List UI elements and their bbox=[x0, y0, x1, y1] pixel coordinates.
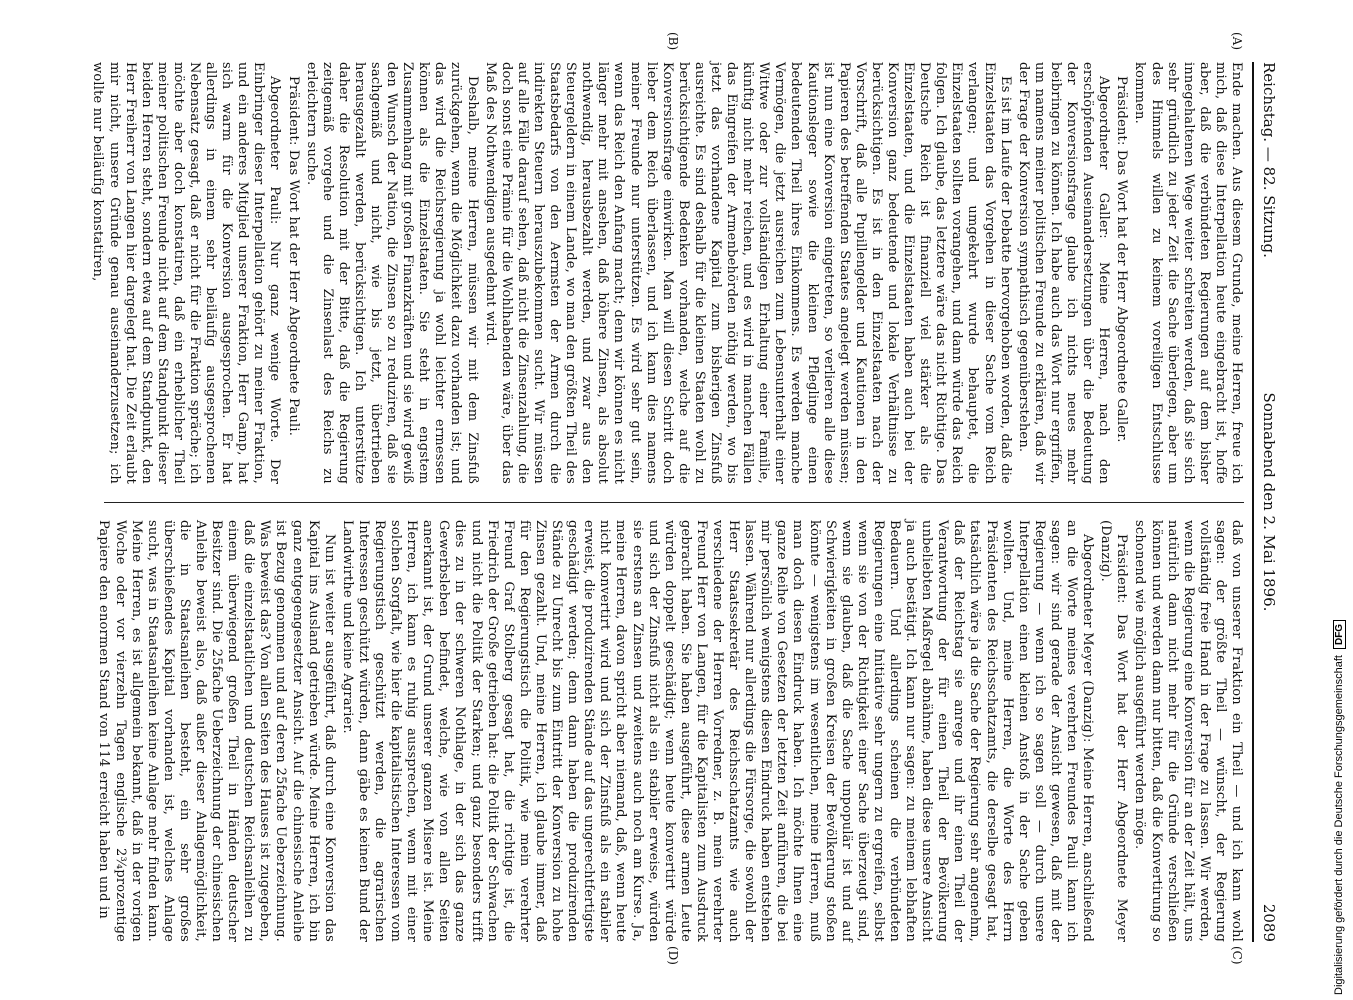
column-divider bbox=[104, 502, 1244, 503]
section-marker-a: (A) bbox=[1230, 32, 1244, 51]
section-marker-d: (D) bbox=[666, 946, 680, 965]
paragraph: Ende machen. Aus diesem Grunde, meine Herren, freue ich mich, daß diese Interpellation heute eingebracht ist, hoffe aber, daß die verbündeten Regierungen auf dem bisher innegehaltenen Wege weiter schreiten werden, daß sie sich sehr gründlich zu jeder Zeit die Sache überlegen, aber um des Himmels willen zu keinem voreiligen Entschlusse kommen. bbox=[1132, 62, 1244, 484]
paragraph: Präsident: Das Wort hat der Herr Abgeordnete Pauli. bbox=[285, 76, 301, 437]
running-header bbox=[1254, 62, 1280, 942]
paragraph: Abgeordneter Pauli: Nur ganz wenige Worte. Der Einbringer dieser Interpellation gehört zu meiner Fraktion, und ein anderes Mitglied unserer Fraktion, Herr Gamp, hat sich warm für die Konversion ausgesprochen. Er hat allerdings in einem sehr beiläufig ausgesprochenen Nebensatz gesagt, daß er nicht für die Fraktion spräche; ich möchte aber doch konstatiren, daß ein erheblicher Theil meiner politischen Freunde nicht auf dem Standpunkt dieser beiden Herren steht, sondern etwa auf dem Standpunkt, den Herr Freiherr von Langen hier dargelegt hat. Die Zeit erlaubt mir nicht, unsere Gründe genau auseinanderzusetzen; ich wollte nur beiläufig konstatiren, bbox=[90, 62, 283, 484]
left-column bbox=[90, 62, 1244, 484]
digitization-footer bbox=[1333, 305, 1346, 995]
page-number: 2089 bbox=[1260, 903, 1278, 942]
paragraph: Nun ist weiter ausgeführt, daß durch eine Konversion das Kapital ins Ausland getrieben würde. Meine Herren, ich bin ganz entgegengesetzter Ansicht. Auf die chinesische Anleihe ist Bezug genommen und auf deren 25fache Ueberzeichnung. Was beweist das? Von allen Seiten des Hauses ist zugegeben, daß die einzelstaatlichen und deutschen Reichsanleihen zu einem überwiegend großen Theil in Händen deutscher Besitzer sind. Die 25fache Ueberzeichnung der chinesischen Anleihe beweist also, daß außer dieser Anlagemöglichkeit, die in Staatsanleihen besteht, ein sehr großes überschießendes Kapital vorhanden ist, welches Anlage sucht, was in Staatsanleihen keine Anlage mehr finden kann. Meine Herren, es ist allgemein bekannt, daß in der vorigen Woche oder vor vierzehn Tagen englische 2¾prozentige Papiere den enormen Stand von 114 erreicht haben und in bbox=[96, 520, 337, 942]
header-session: Reichstag. — 82. Sitzung. bbox=[1260, 62, 1278, 258]
paragraph: Abgeordneter Galler: Meine Herren, nach den erschöpfenden Auseinandersetzungen über die Bedeutung der Konversionsfrage glaube ich nichts neues mehr beibringen zu können. Ich habe auch das Wort nur ergriffen, um namens meiner politischen Freunde zu erklären, daß wir der Frage der Konversion sympathisch gegenüberstehen. bbox=[1015, 62, 1112, 484]
paragraph: Es ist im Laufe der Debatte hervorgehoben worden, daß die Einzelstaaten das Vorgehen in dieser Sache vom Reich verlangen; und umgekehrt wurde behauptet, die Einzelstaaten sollten vorangehen, und dann würde das Reich folgen. Ich glaube, das letztere wäre das nicht Richtige. Das Deutsche Reich ist finanziell viel stärker als die Einzelstaaten, und die Einzelstaaten haben auch bei der Konversion ganz bedeutende und lokale Verhältnisse zu berücksichtigen. Es ist in den Einzelstaaten nach der Vorschrift, daß alle Pupillengelder und Kautionen in den Papieren des betreffenden Staates angelegt werden müssen; ist nun eine Konversion eingetreten, so verlieren alle diese Kautionsleger sowie die kleinen Pfleglinge einen bedeutenden Theil ihres Einkommens. Es werden manche Vermögen, die jetzt ausreichen zum Lebensunterhalt einer Wittwe oder zur vollständigen Erhaltung einer Familie, künftig nicht mehr reichen, und es wird in manchen Fällen das Eingreifen der Armenbehörden nöthig werden, wo bis jetzt das vorhandene Kapital zum bisherigen Zinsfuß ausreichte. Es sind deshalb für die kleinen Staaten wohl zu berücksichtigende Bedenken vorhanden, welche auf die Konversionsfrage einwirken. Man will diesen Schritt doch lieber dem Reich überlassen, und ich kann dies namens meiner Freunde nur unterstützen. Es wird sehr gut sein, wenn das Reich den Anfang macht; denn wir können es nicht länger mehr mit ansehen, daß höhere Zinsen, als absolut nothwendig, herausbezahlt werden, und zwar aus den Steuergeldern in einem Lande, wo man den größten Theil des Staatsbedarfs von den Aermsten der Armen durch die indirekten Steuern herauszubekommen sucht. Wir müssen auf alle Fälle darauf sehen, daß nicht die Zinsenzahlung, die doch sonst eine Prämie für die Wohlhabenden wäre, über das Maß des Nothwendigen ausgedehnt wird. bbox=[482, 62, 1013, 484]
header-date: Sonnabend den 2. Mai 1896. bbox=[1260, 392, 1278, 612]
paragraph: Deshalb, meine Herren, müssen wir mit dem Zinsfuß zurückgehen, wenn die Möglichkeit dazu vorhanden ist; und das wird die Reichsregierung ja wohl leichter ermessen können als die Einzelstaaten. Sie steht in engstem Zusammenhang mit großen Finanzkräften und sie wird gewiß den Wunsch der Nation, die Zinsen so zu reduziren, daß sie sachgemäß und nicht, wie bis jetzt, übertrieben herausgezahlt werden, berücksichtigen. Ich unterstütze daher die Resolution mit der Bitte, daß die Regierung zeitgemäß vorgehe und die Zinsenlast des Reichs zu erleichtern suche. bbox=[303, 62, 480, 484]
dfg-logo: DFG bbox=[1333, 620, 1346, 649]
paragraph: Präsident: Das Wort hat der Herr Abgeordnete Meyer (Danzig). bbox=[1098, 520, 1130, 942]
section-marker-b: (B) bbox=[666, 32, 680, 51]
paragraph: Präsident: Das Wort hat der Herr Abgeordnete Galler. bbox=[1114, 76, 1130, 443]
paragraph: daß von unserer Fraktion ein Theil — und ich kann wohl sagen: der größte Theil — wünscht, der Regierung vollständig freie Hand in der Frage zu lassen. Wir werden, wenn die Regierung eine Konversion für an der Zeit hält, uns natürlich dann nicht mehr für die Gründe verschließen können und werden dann nur bitten, daß die Konvertirung so schonend wie möglich ausgeführt werden möge. bbox=[1132, 520, 1244, 942]
footer-text: Digitalisierung gefördert durch die Deutsche Forschungsgemeinschaft bbox=[1333, 655, 1345, 995]
right-column bbox=[96, 520, 1244, 942]
section-marker-c: (C) bbox=[1230, 946, 1244, 965]
header-rule bbox=[1252, 62, 1254, 942]
rotated-page-content bbox=[90, 32, 1280, 965]
paragraph: Abgeordneter Meyer (Danzig): Meine Herren, anschließend an die Worte meines verehrten Freundes Pauli kann ich sagen: wir sind gerade der Ansicht gewesen, daß mit der Regierung — wenn ich so sagen soll — durch unsere Interpellation einen kleinen Anstoß in der Sache geben wollten. Und, meine Herren, die Worte des Herrn Präsidenten des Reichsschatzamts, die derselbe gesagt hat, tatsächlich wäre ja die Sache der Regierung sehr angenehm, daß der Reichstag sie anrege und ihr einen Theil der Verantwortung der für einen Theil der Bevölkerung unbeliebten Maßregel abnähme, haben diese unsere Ansicht ja auch bestätigt. Ich kann nur sagen: zu meinem lebhaften Bedauern. Und allerdings scheinen die verbündeten Regierungen eine Initiative sehr ungern zu ergreifen, selbst wenn sie von der Richtigkeit einer Sache überzeugt sind, wenn sie glauben, daß die Sache unpopulär ist und auf Schwierigkeiten in großen Kreisen der Bevölkerung stoßen könnte — wenigstens im wesentlichen, meine Herren, muß man doch diesen Eindruck haben. Ich möchte Ihnen eine ganze Reihe von Gesetzen der letzten Zeit anführen, die bei mir persönlich wenigstens diesen Eindruck haben entstehen lassen. Während nur allerdings die Fürsorge, die sowohl der Herr Staatssekretär des Reichsschatzamts wie auch verschiedene der Herren Vorredner, z. B. mein verehrter Freund Herr von Langen, für die Kapitalisten zum Ausdruck gebracht haben. Sie haben ausgeführt, diese armen Leute würden doppelt geschädigt; wenn heute konvertirt würde und sich der Zinsfuß nicht als ein stabiler erweise, würden sie erstens an Zinsen und zweitens auch noch am Kurse. Ja, meine Herren, davon spricht aber niemand, daß, wenn heute nicht konvertirt wird und sich der Zinsfuß als ein stabiler erweist, die produzirenden Stände auf das ungerechtfertigste geschädigt werden; denn dann haben die produzirenden Stände zu Unrecht bis zum Eintritt der Konversion zu hohe Zinsen gezahlt. Und, meine Herren, ich glaube immer, daß für den Regierungstisch die Politik, wie mein verehrter Freund Graf Stolberg gesagt hat, die richtige ist, die Friedrich der Große getrieben hat: die Politik der Schwachen und nicht die Politik der Starken; und ganz besonders trifft dies zu in der schweren Nothlage, in der sich das ganze Gewerbsleben befindet, welche, wie von allen Seiten anerkannt ist, der Grund unserer ganzen Misere ist. Meine Herren, ich kann es ruhig aussprechen, wenn mit einer solchen Sorgfalt, wie hier die kapitalistischen Interessen vom Regierungstisch geschützt werden, die agrarischen Interessen geschützt würden, dann gäbe es keinen Bund der Landwirthe und keine Agrarier. bbox=[339, 520, 1096, 942]
